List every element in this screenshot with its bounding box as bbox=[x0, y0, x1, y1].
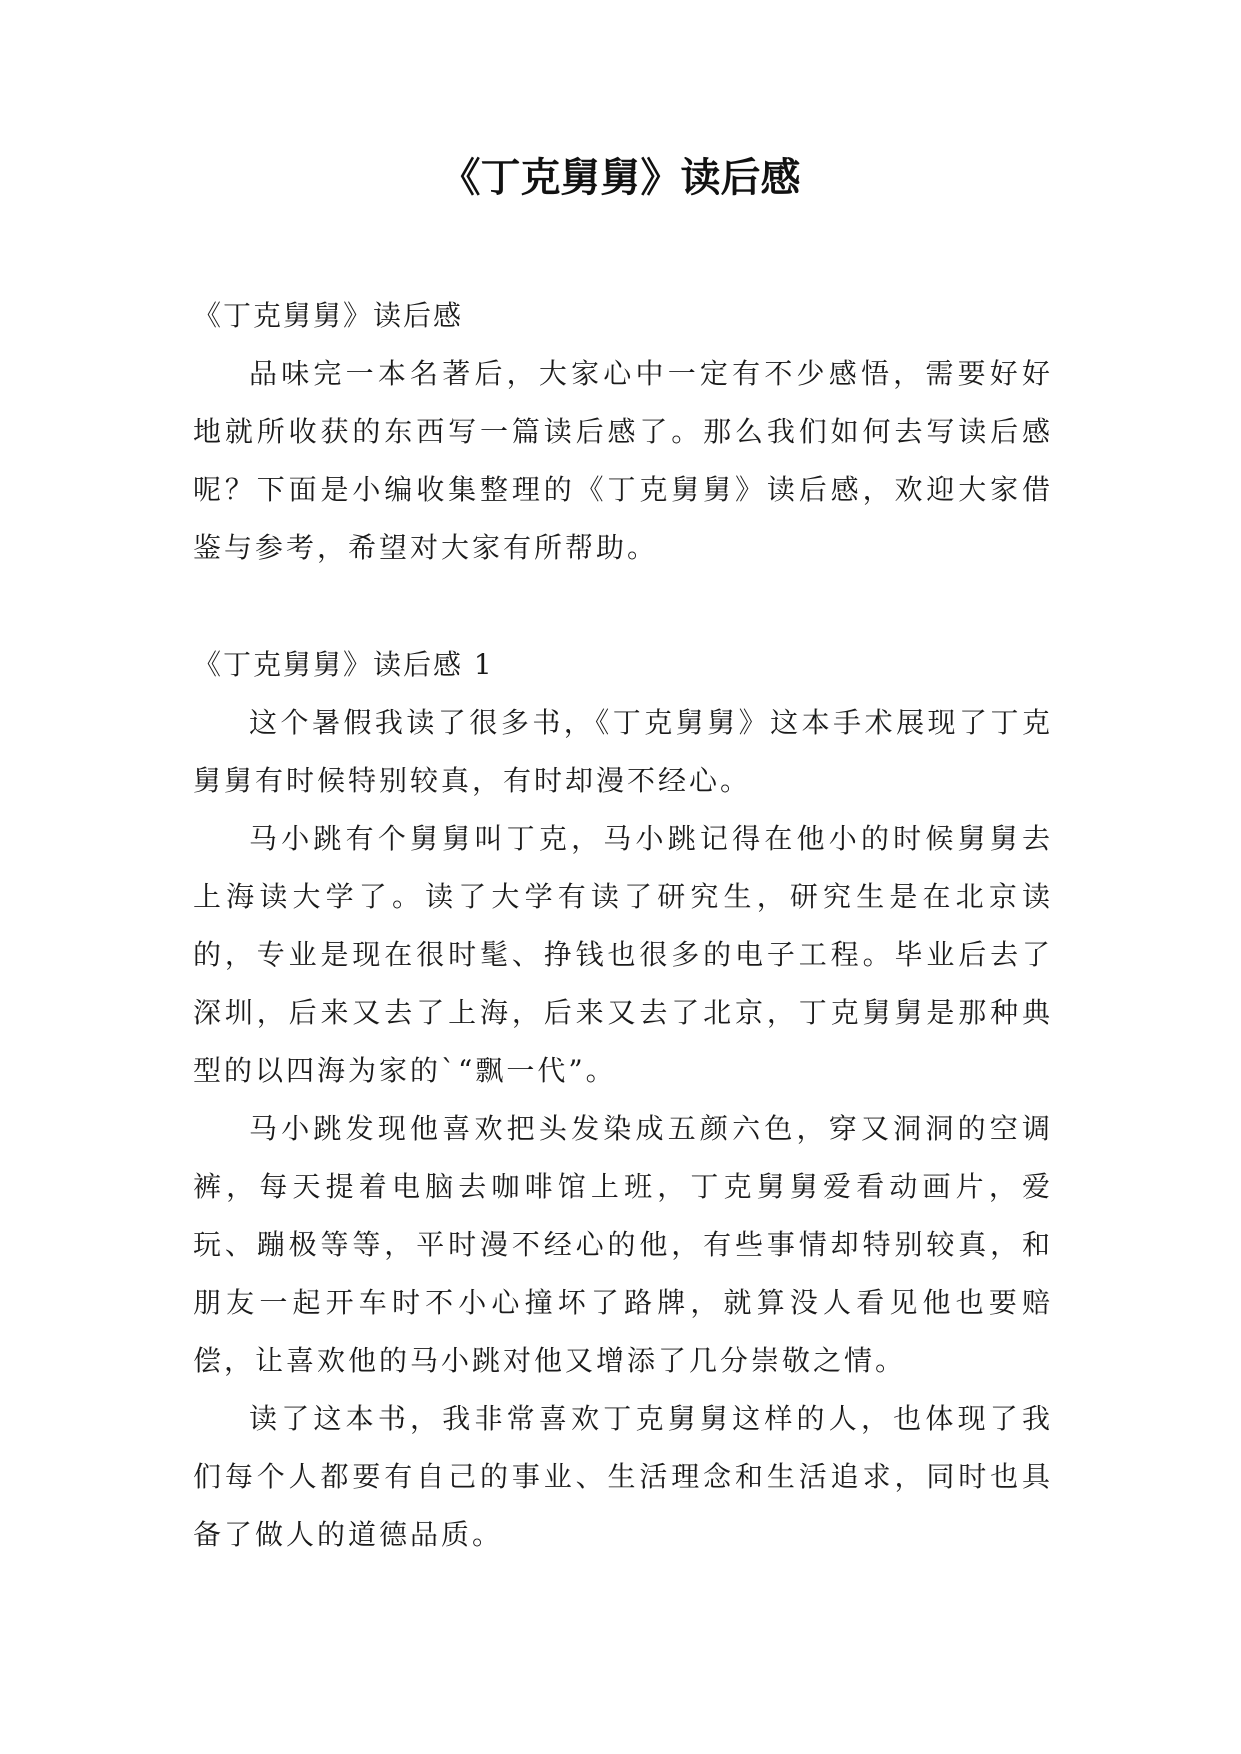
document-title: 《丁克舅舅》读后感 bbox=[440, 155, 801, 201]
intro-paragraph: 品味完一本名著后，大家心中一定有不少感悟，需要好好地就所收获的东西写一篇读后感了。那么我们如何去写读后感呢？下面是小编收集整理的《丁克舅舅》读后感，欢迎大家借鉴与参考，希望对大家有所帮助。 bbox=[193, 357, 1053, 564]
section-1-paragraph-3: 马小跳发现他喜欢把头发染成五颜六色，穿又洞洞的空调裤，每天提着电脑去咖啡馆上班，丁克舅舅爱看动画片，爱玩、蹦极等等，平时漫不经心的他，有些事情却特别较真，和朋友一起开车时不小心撞坏了路牌，就算没人看见他也要赔偿，让喜欢他的马小跳对他又增添了几分崇敬之情。 bbox=[193, 1112, 1053, 1377]
section-1-heading: 《丁克舅舅》读后感 1 bbox=[193, 648, 494, 681]
intro-block bbox=[193, 287, 1053, 577]
section-1 bbox=[193, 636, 1053, 1564]
intro-heading: 《丁克舅舅》读后感 bbox=[193, 299, 464, 332]
section-1-paragraph-1: 这个暑假我读了很多书，《丁克舅舅》这本手术展现了丁克舅舅有时候特别较真，有时却漫不经心。 bbox=[193, 706, 1053, 797]
section-1-paragraph-2: 马小跳有个舅舅叫丁克，马小跳记得在他小的时候舅舅去上海读大学了。读了大学有读了研究生，研究生是在北京读的，专业是现在很时髦、挣钱也很多的电子工程。毕业后去了深圳，后来又去了上海，后来又去了北京，丁克舅舅是那种典型的以四海为家的`“飘一代”。 bbox=[193, 822, 1053, 1087]
section-1-paragraph-4: 读了这本书，我非常喜欢丁克舅舅这样的人，也体现了我们每个人都要有自己的事业、生活理念和生活追求，同时也具备了做人的道德品质。 bbox=[193, 1402, 1053, 1551]
